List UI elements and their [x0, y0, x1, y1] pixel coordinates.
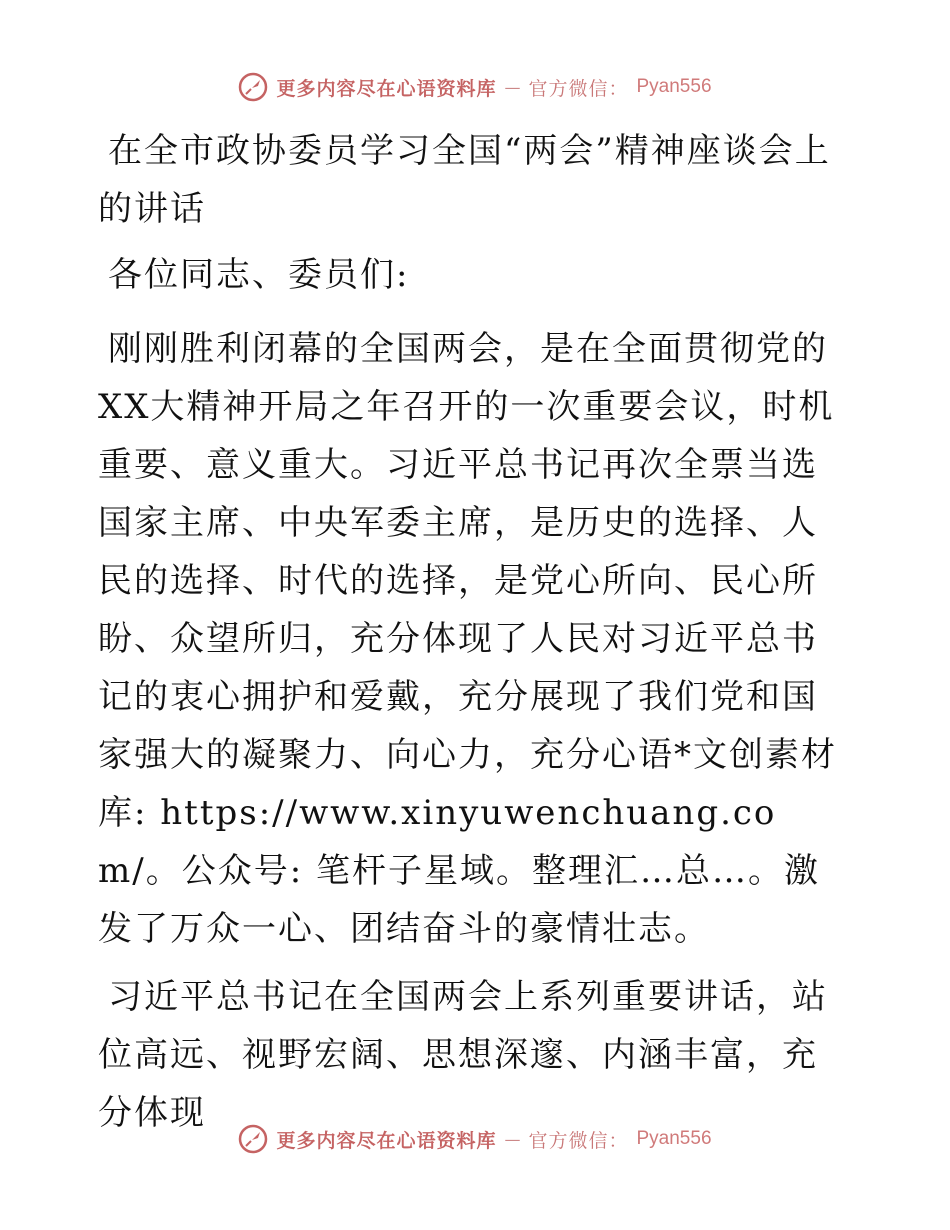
- document-body: [98, 122, 850, 1152]
- header-watermark: [0, 72, 950, 102]
- document-title: 在全市政协委员学习全国“两会”精神座谈会上的讲话: [98, 131, 831, 229]
- watermark-text: 更多内容尽在心语资料库: [276, 1129, 497, 1152]
- watermark-text: 更多内容尽在心语资料库: [276, 77, 497, 100]
- watermark-dash: —: [504, 77, 521, 97]
- quill-pen-logo-icon: [238, 1124, 268, 1154]
- footer-watermark: [0, 1124, 950, 1154]
- watermark-subtitle: 官方微信：: [528, 1129, 629, 1152]
- watermark-wechat-id: Pyan556: [636, 76, 712, 97]
- salutation: 各位同志、委员们:: [108, 255, 410, 295]
- quill-pen-logo-icon: [238, 72, 268, 102]
- paragraph-2: 习近平总书记在全国两会上系列重要讲话，站位高远、视野宏阔、思想深邃、内涵丰富，充分体现: [98, 977, 828, 1133]
- paragraph-1: 刚刚胜利闭幕的全国两会，是在全面贯彻党的XX大精神开局之年召开的一次重要会议，时机重要、意义重大。习近平总书记再次全票当选国家主席、中央军委主席，是历史的选择、人民的选择、时代的选择，是党心所向、民心所盼、众望所归，充分体现了人民对习近平总书记的衷心拥护和爱戴，充分展现了我们党和国家强大的凝聚力、向心力，充分心语*文创素材库: https://www.xinyuwenchuang.com/。公众号: 笔杆子星域。整理汇…总…。激发了万众一心、团结奋斗的豪情壮志。: [98, 329, 837, 949]
- watermark-wechat-id: Pyan556: [636, 1128, 712, 1149]
- watermark-subtitle: 官方微信：: [528, 77, 629, 100]
- watermark-dash: —: [504, 1129, 521, 1149]
